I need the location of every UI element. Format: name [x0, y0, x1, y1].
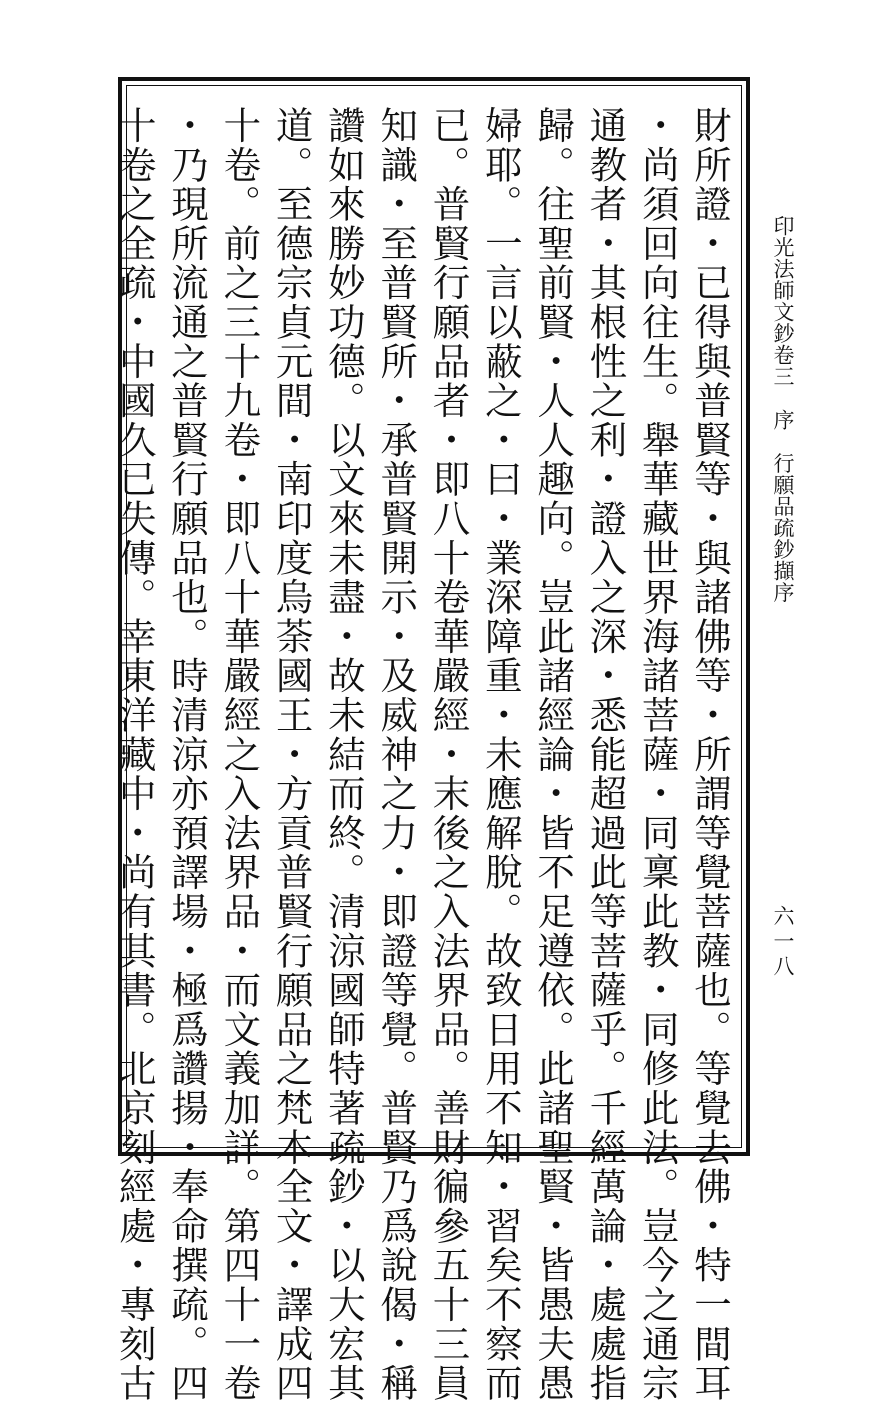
text-column: ・尚須回向往生。舉華藏世界海諸菩薩・同稟此教・同修此法。豈今之通宗 [635, 106, 680, 1403]
section-label: 序 [771, 409, 795, 431]
article-title: 行願品疏鈔擷序 [771, 452, 795, 603]
text-column: 知識・至普賢所・承普賢開示・及威神之力・即證等覺。普賢乃爲說偈・稱 [374, 106, 419, 1403]
text-column: 十卷之全疏・中國久已失傳。幸東洋藏中・尚有其書。北京刻經處・專刻古 [112, 106, 157, 1403]
page-number: 六一八 [771, 905, 795, 980]
running-header [766, 215, 800, 635]
text-column: 道。至德宗貞元間・南印度烏荼國王・方貢普賢行願品之梵本全文・譯成四 [269, 106, 314, 1403]
text-column: 通教者・其根性之利・證入之深・悉能超過此等菩薩乎。千經萬論・處處指 [583, 106, 628, 1403]
body-text [112, 106, 736, 1403]
text-column: ・乃現所流通之普賢行願品也。時清涼亦預譯場・極爲讚揚・奉命撰疏。四 [165, 106, 210, 1403]
text-column: 財所證・已得與普賢等・與諸佛等・所謂等覺菩薩也。等覺去佛・特一間耳 [688, 106, 732, 1403]
book-title: 印光法師文鈔卷三 [771, 215, 795, 387]
text-column: 已。普賢行願品者・即八十卷華嚴經・末後之入法界品。善財徧參五十三員 [426, 106, 471, 1403]
text-column: 婦耶。一言以蔽之・曰・業深障重・未應解脫。故致日用不知・習矣不察而 [478, 106, 523, 1403]
text-column: 讚如來勝妙功德。以文來未盡・故未結而終。清涼國師特著疏鈔・以大宏其 [321, 106, 366, 1403]
text-column: 歸。往聖前賢・人人趣向。豈此諸經論・皆不足遵依。此諸聖賢・皆愚夫愚 [531, 106, 576, 1403]
text-column: 十卷。前之三十九卷・即八十華嚴經之入法界品・而文義加詳。第四十一卷 [217, 106, 262, 1403]
